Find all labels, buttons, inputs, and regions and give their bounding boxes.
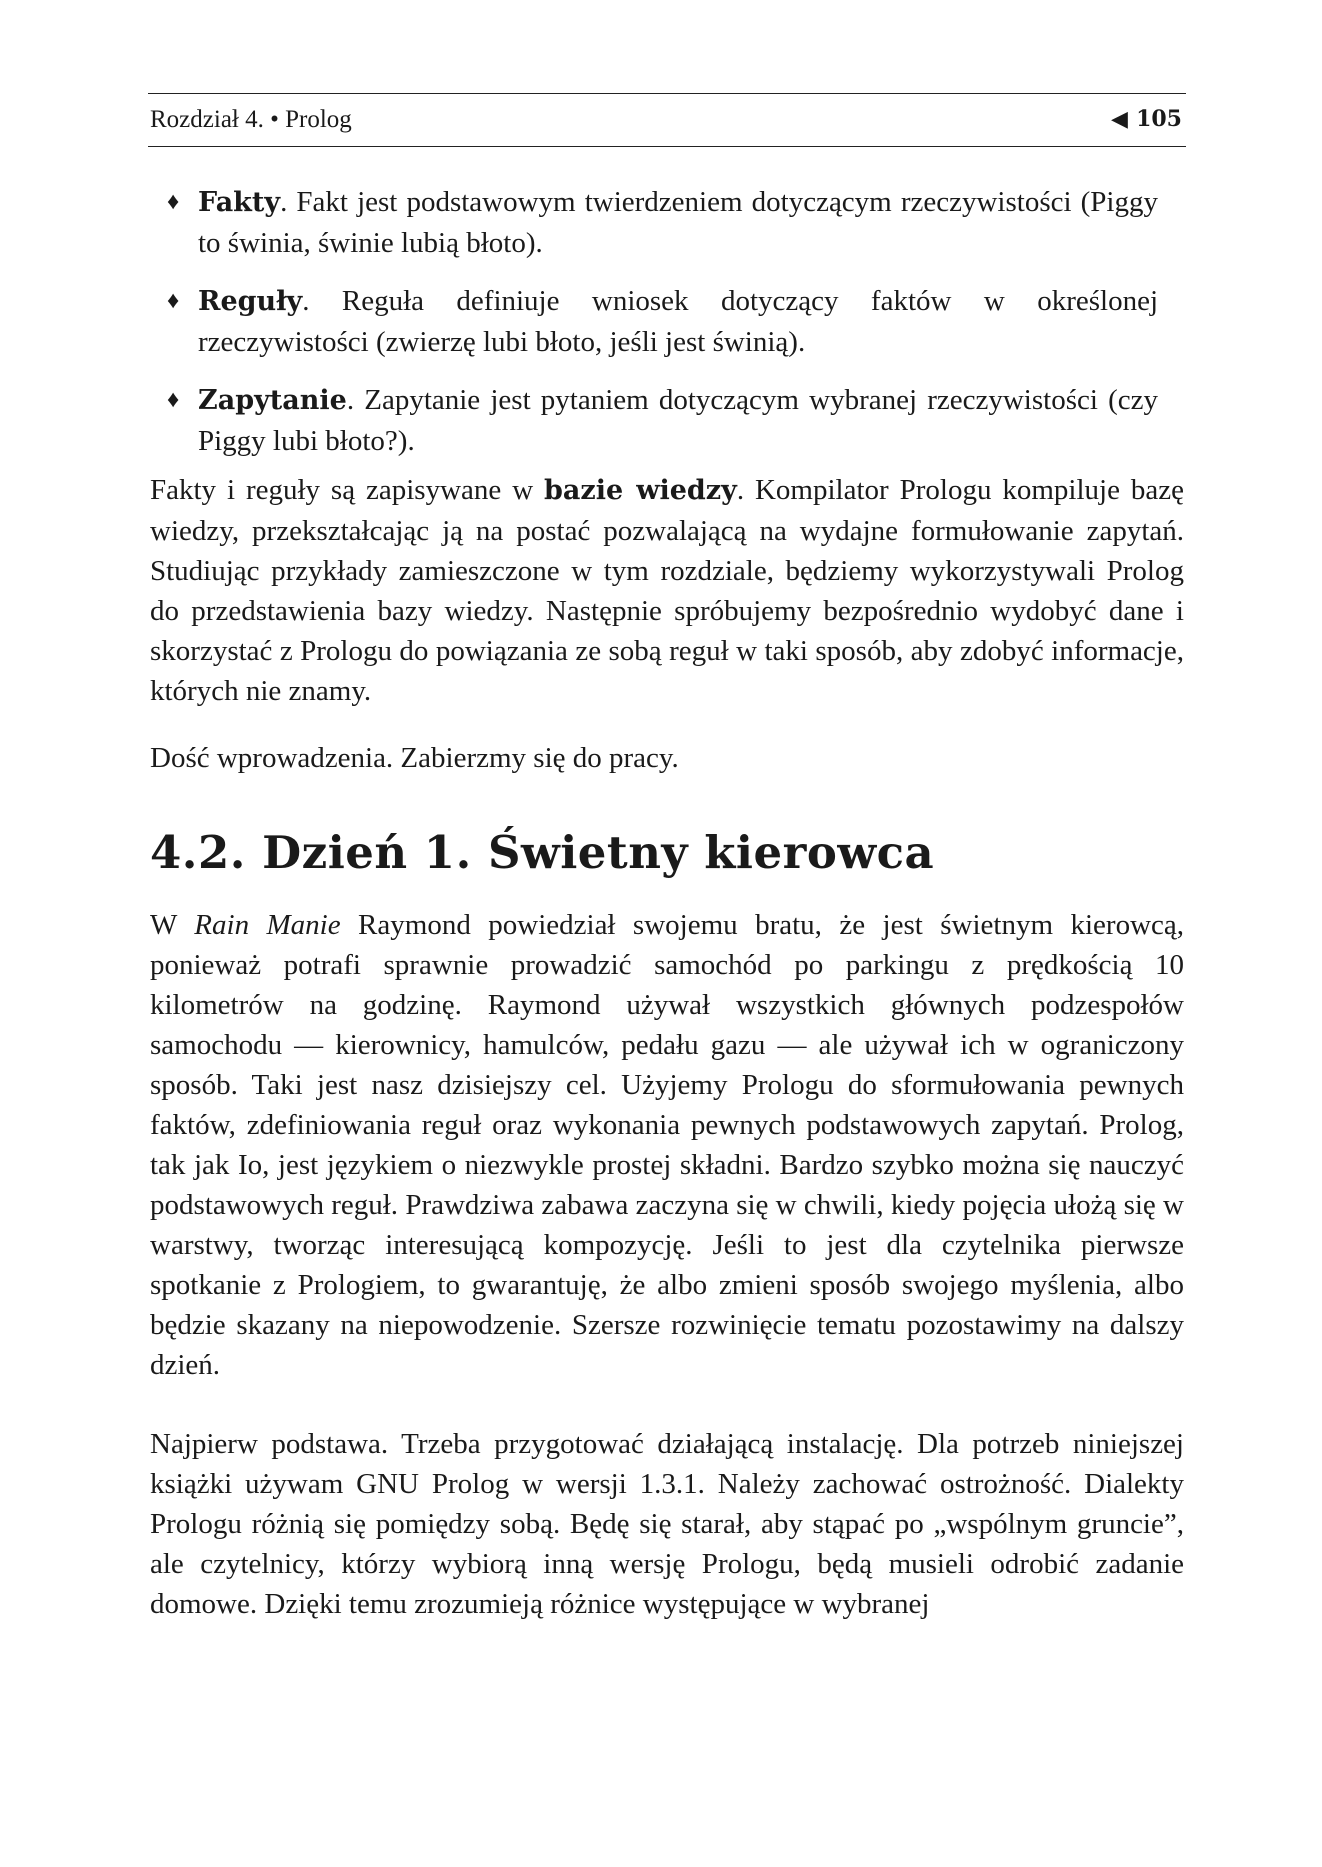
page-marker-icon: ◀ — [1111, 106, 1128, 131]
paragraph-intro-end: Dość wprowadzenia. Zabierzmy się do pracy. — [150, 742, 679, 774]
diamond-bullet-icon: ♦ — [167, 387, 180, 413]
list-item — [167, 281, 1158, 362]
diamond-bullet-icon: ♦ — [167, 288, 180, 314]
paragraph-text: . Kompilator Prologu kompiluje bazę wiedzy, przekształcając ją na postać pozwalającą na wydajne formułowanie zapytań. Studiując przykłady zamieszczone w tym rozdziale, będziemy wykorzystywali Prolog do przedstawienia bazy wiedzy. Następnie spróbujemy bezpośrednio wydobyć dane i skorzystać z Prologu do powiązania ze sobą reguł w taki sposób, aby zdobyć informacje, których nie znamy. — [150, 474, 1184, 707]
paragraph-rain-man — [150, 905, 1184, 1385]
definition-text: . Fakt jest podstawowym twierdzeniem dotyczącym rzeczywistości (Piggy to świnia, świnie lubią błoto). — [198, 186, 1158, 259]
paragraph-text: Raymond powiedział swojemu bratu, że jest świetnym kierowcą, ponieważ potrafi sprawnie prowadzić samochód po parkingu z prędkością 10 kilometrów na godzinę. Raymond używał wszystkich głównych podzespołów samochodu — kierownicy, hamulców, pedału gazu — ale używał ich w ograniczony sposób. Taki jest nasz dzisiejszy cel. Użyjemy Prologu do sformułowania pewnych faktów, zdefiniowania reguł oraz wykonania pewnych podstawowych zapytań. Prolog, tak jak Io, jest językiem o niezwykle prostej składni. Bardzo szybko można się nauczyć podstawowych reguł. Prawdziwa zabawa zaczyna się w chwili, kiedy pojęcia ułożą się w warstwy, tworząc interesującą kompozycję. Jeśli to jest dla czytelnika pierwsze spotkanie z Prologiem, to gwarantuję, że albo zmieni sposób swojego myślenia, albo będzie skazany na niepowodzenie. Szersze rozwinięcie tematu pozostawimy na dalszy dzień. — [150, 909, 1185, 1381]
bold-term: bazie wiedzy — [544, 475, 737, 506]
paragraph-knowledge-base — [150, 470, 1184, 711]
term-bold: Reguły — [198, 286, 303, 317]
running-header — [148, 93, 1186, 147]
section-heading: 4.2. Dzień 1. Świetny kierowca — [150, 826, 935, 879]
definition-list — [167, 182, 1158, 479]
list-item — [167, 182, 1158, 263]
term-bold: Fakty — [198, 187, 281, 218]
paragraph-text: W — [150, 909, 195, 941]
page-number: 105 — [1136, 106, 1182, 132]
list-item — [167, 380, 1158, 461]
italic-title: Rain Manie — [194, 909, 341, 941]
definition-text: . Zapytanie jest pytaniem dotyczącym wybranej rzeczywistości (czy Piggy lubi błoto?). — [198, 384, 1158, 457]
chapter-label: Rozdział 4. • Prolog — [150, 106, 352, 133]
definition-text: . Reguła definiuje wniosek dotyczący faktów w określonej rzeczywistości (zwierzę lubi błoto, jeśli jest świnią). — [198, 285, 1158, 358]
diamond-bullet-icon: ♦ — [167, 189, 180, 215]
term-bold: Zapytanie — [198, 385, 347, 416]
paragraph-text: Fakty i reguły są zapisywane w — [150, 474, 545, 506]
paragraph-installation: Najpierw podstawa. Trzeba przygotować działającą instalację. Dla potrzeb niniejszej książki używam GNU Prolog w wersji 1.3.1. Należy zachować ostrożność. Dialekty Prologu różnią się pomiędzy sobą. Będę się starał, aby stąpać po „wspólnym gruncie”, ale czytelnicy, którzy wybiorą inną wersję Prologu, będą musieli odrobić zadanie domowe. Dzięki temu zrozumieją różnice występujące w wybranej — [150, 1428, 1184, 1620]
